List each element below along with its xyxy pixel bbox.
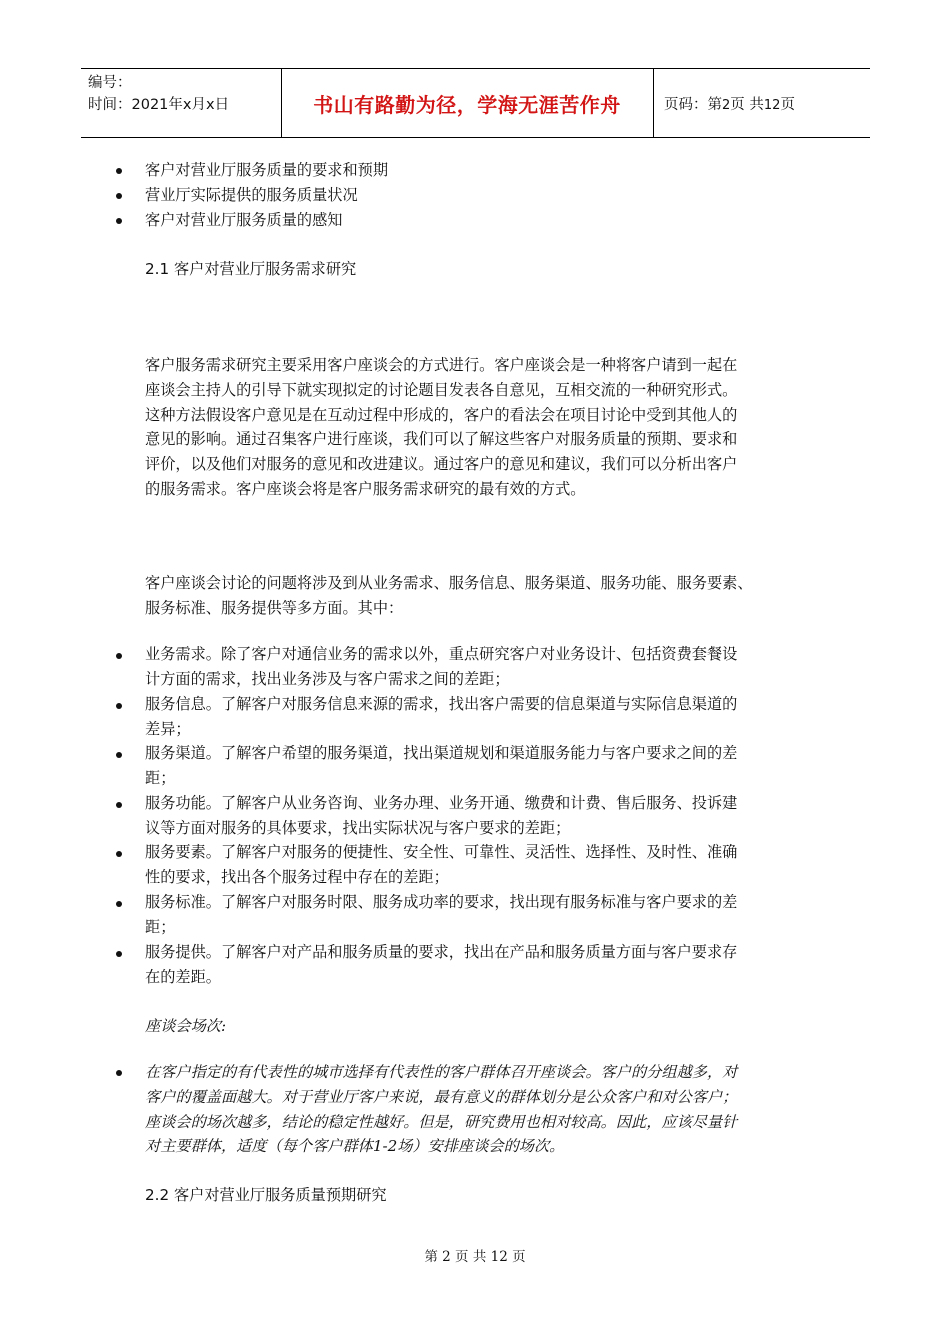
bullet-dot	[116, 168, 122, 174]
bullet-dot	[116, 703, 122, 709]
list-item-continuation: 议等方面对服务的具体要求，找出实际状况与客户要求的差距；	[145, 819, 571, 837]
list-item: 客户对营业厅服务质量的感知	[145, 211, 343, 229]
paragraph-line: 对主要群体，适度（每个客户群体1-2场）安排座谈会的场次。	[145, 1137, 565, 1155]
paragraph-line: 在客户指定的有代表性的城市选择有代表性的客户群体召开座谈会。客户的分组越多，对	[145, 1063, 738, 1081]
list-item: 服务要素。了解客户对服务的便捷性、安全性、可靠性、灵活性、选择性、及时性、准确	[145, 843, 738, 861]
list-item: 营业厅实际提供的服务质量状况	[145, 186, 358, 204]
bullet-dot	[116, 851, 122, 857]
paragraph-line: 座谈会的场次越多，结论的稳定性越好。但是，研究费用也相对较高。因此，应该尽量针	[145, 1113, 738, 1131]
document-number-label: 编号：	[88, 75, 132, 91]
page-suffix: 页	[780, 97, 795, 113]
footer-total-pages: 12	[490, 1249, 508, 1265]
header-motto: 书山有路勤为径，学海无涯苦作舟	[313, 92, 621, 117]
footer-current-page: 2	[442, 1249, 451, 1265]
bullet-dot	[116, 218, 122, 224]
list-item-continuation: 距；	[145, 918, 176, 936]
footer-mid: 页 共	[455, 1249, 487, 1265]
bullet-dot	[116, 802, 122, 808]
page-total: 12	[763, 98, 781, 113]
header-page-info	[664, 93, 795, 114]
paragraph-line: 评价，以及他们对服务的意见和改进建议。通过客户的意见和建议，我们可以分析出客户	[145, 455, 738, 473]
paragraph-line: 服务标准、服务提供等多方面。其中：	[145, 599, 404, 617]
bullet-dot	[116, 1070, 122, 1076]
list-item: 服务信息。了解客户对服务信息来源的需求，找出客户需要的信息渠道与实际信息渠道的	[145, 695, 738, 713]
page-prefix: 页码：第	[664, 97, 722, 113]
bullet-dot	[116, 901, 122, 907]
list-item-continuation: 距；	[145, 769, 176, 787]
subsection-heading: 座谈会场次:	[145, 1017, 227, 1035]
list-item: 服务标准。了解客户对服务时限、服务成功率的要求，找出现有服务标准与客户要求的差	[145, 893, 738, 911]
header-divider	[653, 69, 654, 137]
document-date-label: 时间：2021年x月x日	[88, 97, 230, 113]
list-item: 服务渠道。了解客户希望的服务渠道，找出渠道规划和渠道服务能力与客户要求之间的差	[145, 744, 738, 762]
footer-prefix: 第	[424, 1249, 438, 1265]
list-item: 服务功能。了解客户从业务咨询、业务办理、业务开通、缴费和计费、售后服务、投诉建	[145, 794, 738, 812]
paragraph-line: 客户服务需求研究主要采用客户座谈会的方式进行。客户座谈会是一种将客户请到一起在	[145, 356, 738, 374]
bullet-dot	[116, 752, 122, 758]
list-item-continuation: 在的差距。	[145, 968, 221, 986]
list-item-continuation: 差异；	[145, 720, 191, 738]
list-item: 业务需求。除了客户对通信业务的需求以外，重点研究客户对业务设计、包括资费套餐设	[145, 645, 738, 663]
list-item: 服务提供。了解客户对产品和服务质量的要求，找出在产品和服务质量方面与客户要求存	[145, 943, 738, 961]
header-meta	[81, 69, 281, 137]
paragraph-line: 客户的覆盖面越大。对于营业厅客户来说，最有意义的群体划分是公众客户和对公客户；	[145, 1088, 738, 1106]
list-item-continuation: 性的要求，找出各个服务过程中存在的差距；	[145, 868, 449, 886]
paragraph-line: 客户座谈会讨论的问题将涉及到从业务需求、服务信息、服务渠道、服务功能、服务要素、	[145, 574, 753, 592]
bullet-dot	[116, 653, 122, 659]
bullet-dot	[116, 951, 122, 957]
page-current: 2	[722, 98, 731, 113]
page-footer	[0, 1245, 950, 1265]
footer-suffix: 页	[512, 1249, 526, 1265]
paragraph-line: 座谈会主持人的引导下就实现拟定的讨论题目发表各自意见，互相交流的一种研究形式。	[145, 381, 738, 399]
document-header	[81, 68, 870, 138]
paragraph-line: 意见的影响。通过召集客户进行座谈，我们可以了解这些客户对服务质量的预期、要求和	[145, 430, 738, 448]
bullet-dot	[116, 193, 122, 199]
paragraph-line: 的服务需求。客户座谈会将是客户服务需求研究的最有效的方式。	[145, 480, 586, 498]
list-item: 客户对营业厅服务质量的要求和预期	[145, 161, 388, 179]
page-mid: 页 共	[730, 97, 764, 113]
list-item-continuation: 计方面的需求，找出业务涉及与客户需求之间的差距；	[145, 670, 510, 688]
section-heading: 2.1 客户对营业厅服务需求研究	[145, 260, 357, 278]
paragraph-line: 这种方法假设客户意见是在互动过程中形成的，客户的看法会在项目讨论中受到其他人的	[145, 406, 738, 424]
section-heading: 2.2 客户对营业厅服务质量预期研究	[145, 1186, 387, 1204]
